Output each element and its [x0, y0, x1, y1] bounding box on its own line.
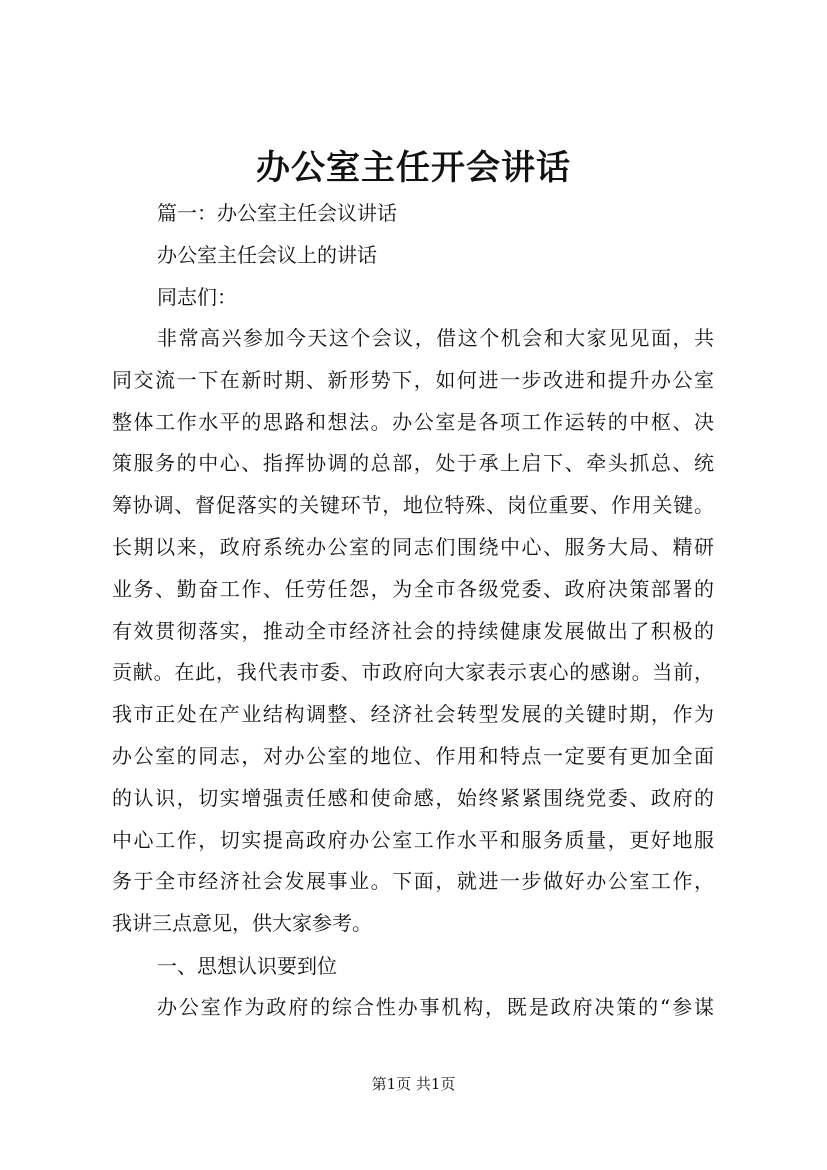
paragraph-line: 我市正处在产业结构调整、经济社会转型发展的关键时期，作为 — [112, 702, 714, 727]
paragraph-line: 办公室作为政府的综合性办事机构，既是政府决策的“参谋 — [157, 995, 714, 1019]
document-subtitle: 篇一：办公室主任会议讲话 — [157, 201, 397, 225]
paragraph-line: 贡献。在此，我代表市委、市政府向大家表示衷心的感谢。当前， — [112, 660, 714, 685]
paragraph-line: 同交流一下在新时期、新形势下，如何进一步改进和提升办公室 — [112, 367, 714, 392]
section-heading: 一、思想认识要到位 — [157, 954, 337, 978]
paragraph-line: 非常高兴参加今天这个会议，借这个机会和大家见见面，共 — [157, 326, 714, 350]
paragraph-line: 务于全市经济社会发展事业。下面，就进一步做好办公室工作， — [112, 869, 714, 894]
paragraph-1 — [112, 318, 714, 945]
document-title: 办公室主任开会讲话 — [256, 148, 571, 188]
greeting: 同志们： — [157, 285, 237, 309]
paragraph-line: 策服务的中心、指挥协调的总部，处于承上启下、牵头抓总、统 — [112, 451, 714, 476]
page-footer: 第1页 共1页 — [371, 1075, 456, 1093]
paragraph-line: 筹协调、督促落实的关键环节，地位特殊、岗位重要、作用关键。 — [112, 493, 714, 518]
paragraph-line: 整体工作水平的思路和想法。办公室是各项工作运转的中枢、决 — [112, 409, 714, 434]
paragraph-line: 长期以来，政府系统办公室的同志们围绕中心、服务大局、精研 — [112, 534, 714, 559]
paragraph-line: 中心工作，切实提高政府办公室工作水平和服务质量，更好地服 — [112, 827, 714, 852]
paragraph-line: 办公室的同志，对办公室的地位、作用和特点一定要有更加全面 — [112, 743, 714, 768]
paragraph-line: 的认识，切实增强责任感和使命感，始终紧紧围绕党委、政府的 — [112, 785, 714, 810]
document-subheading: 办公室主任会议上的讲话 — [157, 243, 377, 267]
paragraph-2 — [112, 987, 714, 1029]
paragraph-line: 有效贯彻落实，推动全市经济社会的持续健康发展做出了积极的 — [112, 618, 714, 643]
paragraph-line: 我讲三点意见，供大家参考。 — [112, 911, 372, 936]
paragraph-line: 业务、勤奋工作、任劳任怨，为全市各级党委、政府决策部署的 — [112, 576, 714, 601]
